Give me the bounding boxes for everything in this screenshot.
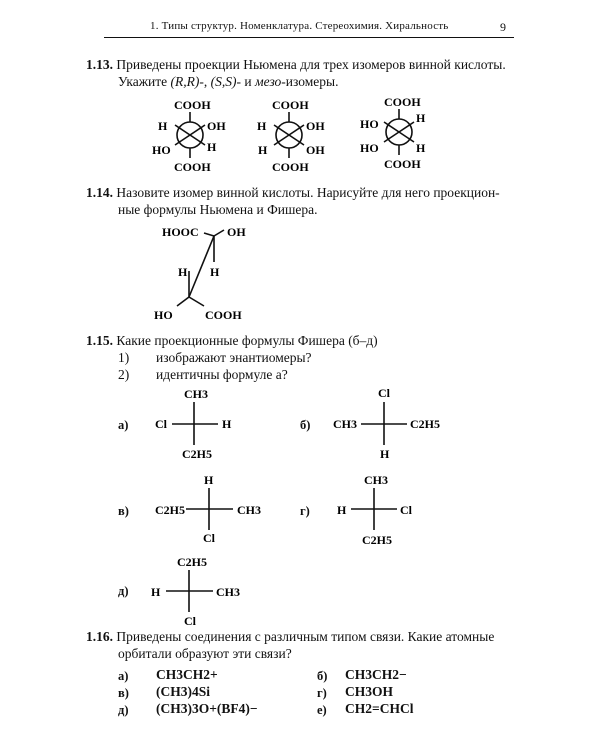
problem-1-15-item-2-text: идентичны формуле а? — [156, 367, 288, 382]
sawhorse-top-right: OH — [227, 225, 246, 239]
newman-2-top: COOH — [272, 98, 309, 112]
compound-b-label: б) — [317, 669, 328, 683]
fischer-projection-v — [155, 473, 261, 545]
newman-1-front-right: OH — [207, 119, 226, 133]
fischer-a-label: а) — [118, 418, 129, 432]
newman-3-back-right: H — [416, 141, 426, 155]
fischer-projection-b — [333, 386, 440, 461]
fischer-b-label: б) — [300, 418, 311, 432]
problem-1-14-line2: ные формулы Ньюмена и Фишера. — [118, 202, 318, 217]
newman-1-bottom: COOH — [174, 160, 211, 174]
fischer-v-right: CH3 — [237, 503, 261, 517]
newman-1-back-right: H — [207, 140, 217, 154]
newman-3-top: COOH — [384, 95, 421, 109]
newman-3-bottom: COOH — [384, 157, 421, 171]
newman-3-front-right: H — [416, 111, 426, 125]
fischer-b-top: Cl — [378, 386, 390, 400]
fischer-d-left: H — [151, 585, 161, 599]
fischer-g-top: CH3 — [364, 473, 388, 487]
newman-3-back-left: HO — [360, 141, 379, 155]
compound-v-formula: (CH3)4Si — [156, 684, 210, 699]
fischer-g-right: Cl — [400, 503, 412, 517]
fischer-v-top: H — [204, 473, 214, 487]
sawhorse-bottom-right: COOH — [205, 308, 242, 322]
sawhorse-mid-left: H — [178, 265, 188, 279]
fischer-a-right: H — [222, 417, 232, 431]
newman-projection-1 — [152, 98, 226, 174]
problem-1-16-line2: орбитали образуют эти связи? — [118, 646, 292, 661]
problem-1-15-item-1-num: 1) — [118, 350, 130, 365]
fischer-d-top: C2H5 — [177, 555, 207, 569]
newman-3-front-left: HO — [360, 117, 379, 131]
sawhorse-bottom-left: HO — [154, 308, 173, 322]
compound-d-label: д) — [118, 703, 129, 717]
newman-2-bottom: COOH — [272, 160, 309, 174]
newman-2-back-left: H — [258, 143, 268, 157]
fischer-b-right: C2H5 — [410, 417, 440, 431]
problem-1-15-item-2-num: 2) — [118, 367, 130, 382]
fischer-projection-d — [151, 555, 240, 628]
fischer-g-bottom: C2H5 — [362, 533, 392, 547]
fischer-d-bottom: Cl — [184, 614, 196, 628]
compound-g-label: г) — [317, 686, 327, 700]
sawhorse-projection — [154, 225, 246, 322]
newman-1-top: COOH — [174, 98, 211, 112]
fischer-b-bottom: H — [380, 447, 390, 461]
fischer-g-label: г) — [300, 504, 310, 518]
compound-d-formula: (CH3)3O+(BF4)− — [156, 701, 258, 716]
newman-projection-2 — [257, 98, 325, 174]
fischer-a-top: CH3 — [184, 387, 208, 401]
newman-2-front-left: H — [257, 119, 267, 133]
compound-v-label: в) — [118, 686, 129, 700]
newman-2-front-right: OH — [306, 119, 325, 133]
problem-1-14-line1: 1.14. Назовите изомер винной кислоты. Нарисуйте для него проекцион- — [86, 185, 500, 200]
sawhorse-mid-right: H — [210, 265, 220, 279]
compound-b-formula: CH3CH2− — [345, 667, 407, 682]
sawhorse-top-left: HOOC — [162, 225, 199, 239]
compound-e-label: е) — [317, 703, 327, 717]
fischer-v-bottom: Cl — [203, 531, 215, 545]
fischer-projection-a — [155, 387, 232, 461]
fischer-g-left: H — [337, 503, 347, 517]
problem-1-13-line1: 1.13. Приведены проекции Ньюмена для трех изомеров винной кислоты. — [86, 57, 506, 72]
fischer-a-bottom: C2H5 — [182, 447, 212, 461]
compound-g-formula: CH3OH — [345, 684, 394, 699]
problem-1-16-line1: 1.16. Приведены соединения с различным типом связи. Какие атомные — [86, 629, 495, 644]
newman-projection-3 — [360, 95, 426, 171]
fischer-projection-g — [337, 473, 413, 547]
fischer-d-label: д) — [118, 584, 129, 598]
problem-1-13-line2: Укажите (R,R)-, (S,S)- и мезо-изомеры. — [118, 74, 339, 89]
newman-2-back-right: OH — [306, 143, 325, 157]
fischer-a-left: Cl — [155, 417, 167, 431]
compound-a-formula: CH3CH2+ — [156, 667, 218, 682]
page-number: 9 — [500, 20, 506, 34]
newman-1-front-left: H — [158, 119, 168, 133]
fischer-d-right: CH3 — [216, 585, 240, 599]
problem-1-15-question: 1.15. Какие проекционные формулы Фишера (б–д) — [86, 333, 378, 348]
compound-e-formula: CH2=CHCl — [345, 701, 414, 716]
compound-a-label: а) — [118, 669, 129, 683]
running-head: 1. Типы структур. Номенклатура. Стереохимия. Хиральность — [150, 20, 449, 32]
fischer-v-left: C2H5 — [155, 503, 185, 517]
problem-1-15-item-1-text: изображают энантиомеры? — [156, 350, 312, 365]
fischer-b-left: CH3 — [333, 417, 357, 431]
fischer-v-label: в) — [118, 504, 129, 518]
newman-1-back-left: HO — [152, 143, 171, 157]
